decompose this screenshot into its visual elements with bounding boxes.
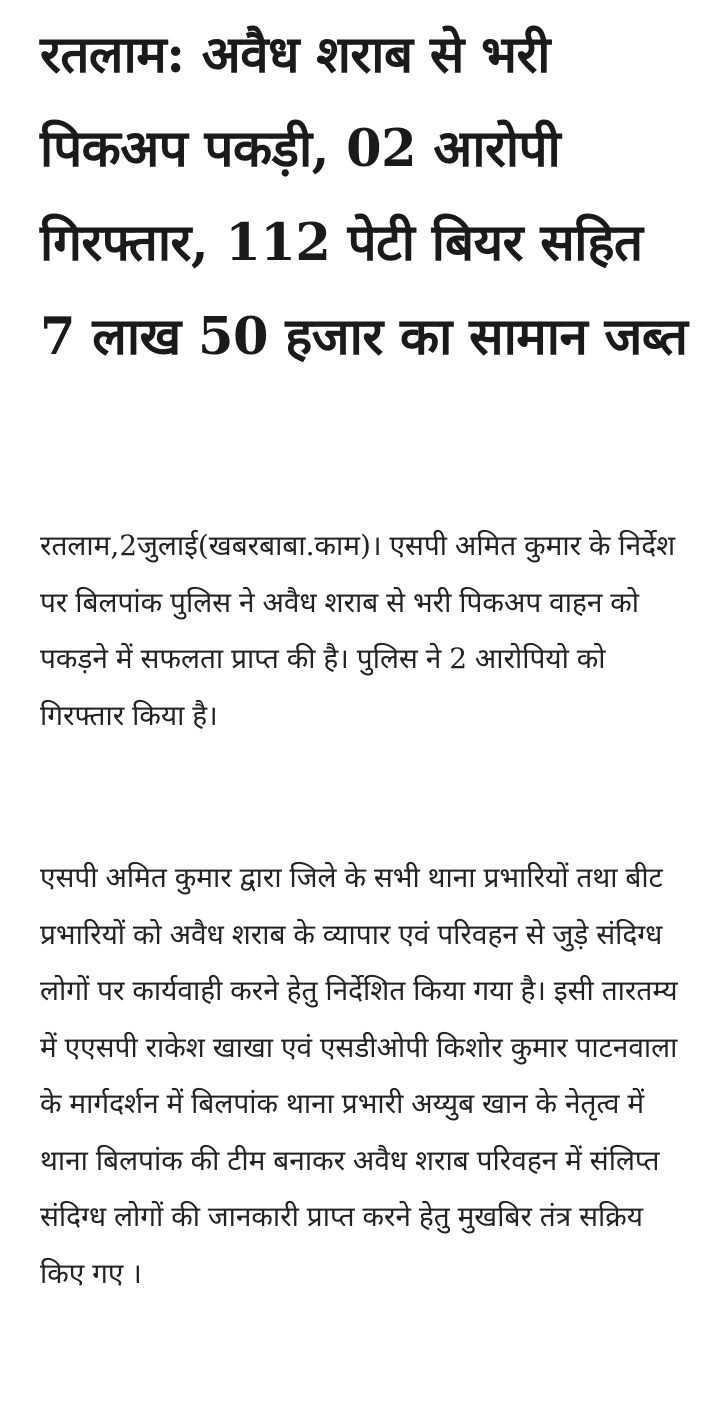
article-paragraph-1: रतलाम,2जुलाई(खबरबाबा.काम)। एसपी अमित कुमार के निर्देश पर बिलपांक पुलिस ने अवैध शराब से भरी पिकअप वाहन को पकड़ने में सफलता प्राप्त की है। पुलिस ने 2 आरोपियो को गिरफ्तार किया है।	[40, 529, 676, 732]
news-article	[40, 0, 690, 1290]
article-paragraph-2: एसपी अमित कुमार द्वारा जिले के सभी थाना प्रभारियों तथा बीट प्रभारियों को अवैध शराब के व्यापार एवं परिवहन से जुड़े संदिग्ध लोगों पर कार्यवाही करने हेतु निर्देशित किया गया है। इसी तारतम्य में एएसपी राकेश खाखा एवं एसडीओपी किशोर कुमार पाटनवाला के मार्गदर्शन में बिलपांक थाना प्रभारी अय्युब खान के नेतृत्व में थाना बिलपांक की टीम बनाकर अवैध शराब परिवहन में संलिप्त संदिग्ध लोगों की जानकारी प्राप्त करने हेतु मुखबिर तंत्र सक्रिय किए गए ।	[40, 861, 678, 1290]
article-headline: रतलाम: अवैध शराब से भरी पिकअप पकड़ी, 02 आरोपी गिरफ्तार, 112 पेटी बियर सहित 7 लाख 50 हजार का सामान जब्त	[40, 25, 688, 367]
